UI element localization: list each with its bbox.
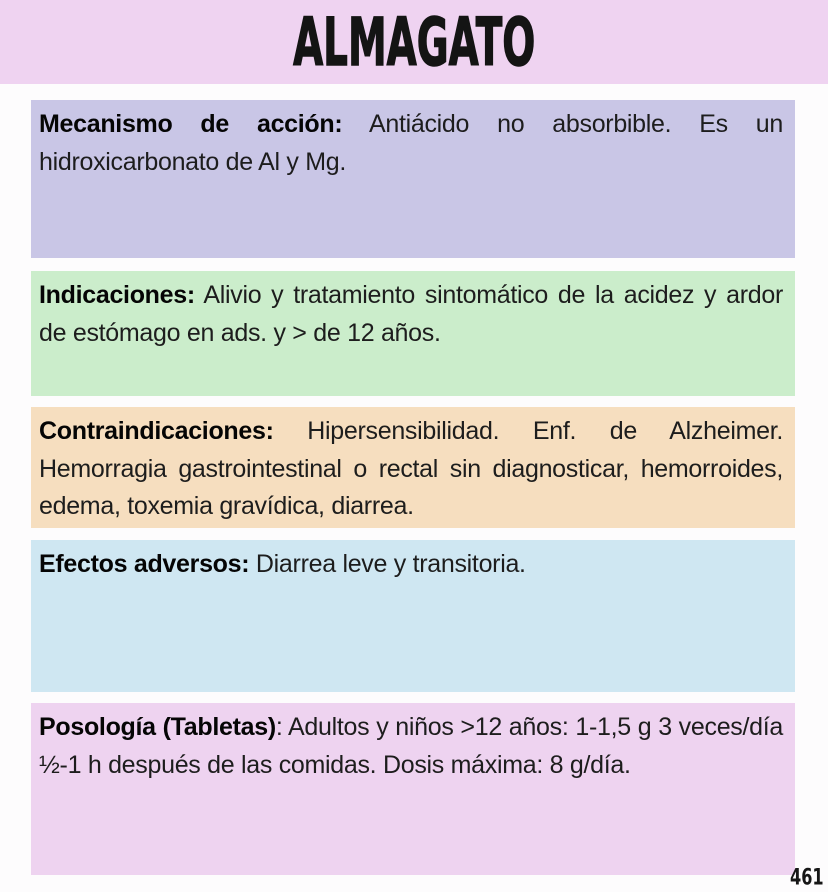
sections-container	[31, 100, 795, 875]
section-paragraph	[39, 413, 783, 526]
section-paragraph	[39, 546, 783, 584]
section-text: : Adultos y niños >12 años: 1-1,5 g 3 veces/día ½-1 h después de las comidas. Dosis máxima: 8 g/día.	[39, 713, 783, 779]
section-text: Antiácido no absorbible. Es un hidroxicarbonato de Al y Mg.	[39, 110, 783, 176]
section-paragraph	[39, 277, 783, 352]
section-label: Indicaciones:	[39, 281, 195, 309]
section-label: Mecanismo de acción:	[39, 110, 343, 138]
section-label: Posología (Tabletas)	[39, 713, 276, 741]
section-paragraph	[39, 106, 783, 181]
section-contraindicaciones	[31, 407, 795, 528]
section-paragraph	[39, 709, 783, 784]
section-text: Diarrea leve y transitoria.	[249, 550, 526, 578]
section-indicaciones	[31, 271, 795, 396]
section-mecanismo-de-accion	[31, 100, 795, 258]
section-text: Hipersensibilidad. Enf. de Alzheimer. Hemorragia gastrointestinal o rectal sin diagnosticar, hemorroides, edema, toxemia gravídica, diarrea.	[39, 417, 783, 520]
page-number: 461	[790, 864, 824, 890]
section-posologia-tabletas	[31, 703, 795, 875]
section-label: Efectos adversos:	[39, 550, 250, 578]
card-header	[0, 0, 828, 84]
section-label: Contraindicaciones:	[39, 417, 274, 445]
section-text: Alivio y tratamiento sintomático de la acidez y ardor de estómago en ads. y > de 12 años.	[39, 281, 783, 347]
section-efectos-adversos	[31, 540, 795, 692]
page-title: ALMAGATO	[292, 3, 536, 81]
